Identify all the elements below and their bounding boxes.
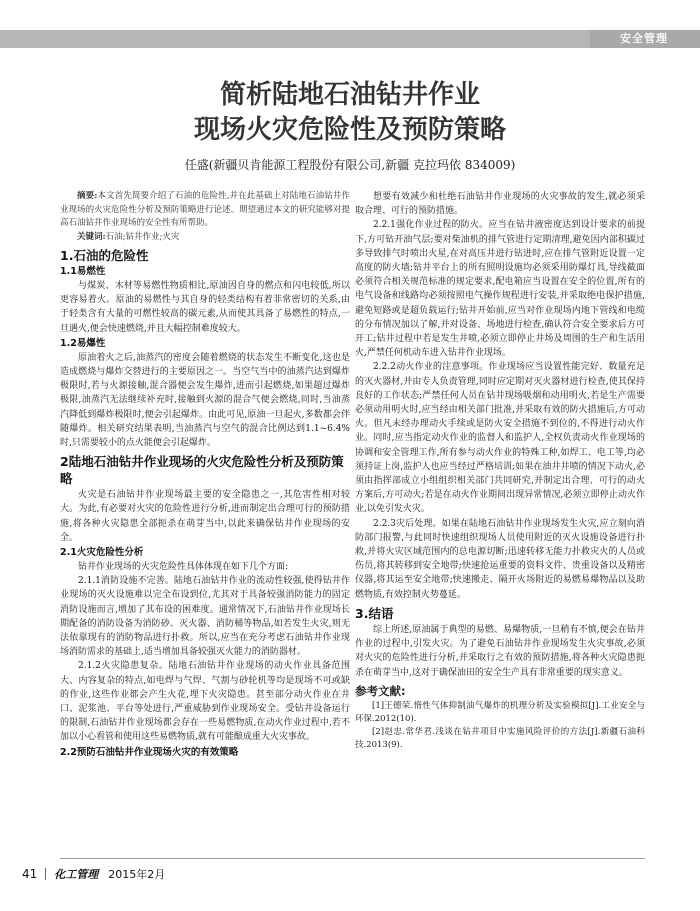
section-heading: 2陆地石油钻井作业现场的火灾危险性分析及预防策略 bbox=[60, 454, 344, 487]
abstract-label: 摘要: bbox=[77, 191, 98, 201]
reference-item: [2]赵忠.常华君.浅谈在钻井项目中实施风险评价的方法[J].新疆石油科技.2013(9). bbox=[355, 726, 645, 750]
section-label: 安全管理 bbox=[620, 32, 668, 45]
section-heading: 3.结语 bbox=[355, 605, 394, 621]
subsection-heading: 2.1火灾危险性分析 bbox=[60, 547, 144, 559]
footer-divider bbox=[60, 858, 645, 859]
body-paragraph: 2.2.3灾后处理。如果在陆地石油钻井作业现场发生火灾,应立刻向消防部门报警,与此同时快速组织现场人员使用附近的灭火设施设备进行扑救,并将火灾区域范围内的总电源切断;迅速转移无能力扑救灾火的人员或伤员,将其转移到安全地带;快速抢运重要的资料文件、贵重设备以及精密仪器,将其运至安全地带;快速搬走、隔开火场附近的易燃易爆物品以及助燃物质,有效控制火势蔓延。 bbox=[355, 518, 645, 600]
section-heading: 1.石油的危险性 bbox=[60, 248, 149, 263]
subsection-heading: 2.2预防石油钻井作业现场火灾的有效策略 bbox=[60, 746, 239, 758]
abstract-text: 本文首先简要介绍了石油的危险性,并在此基础上对陆地石油钻井作业现场的火灾危险性分析及预防策略进行论述。期望通过本文的研究能够对提高石油钻井作业现场的安全性有所帮助。 bbox=[60, 191, 350, 228]
left-body bbox=[60, 247, 350, 760]
issue-date: 2015年2月 bbox=[108, 868, 166, 881]
body-paragraph: 想要有效减少和杜绝石油钻井作业现场的火灾事故的发生,就必须采取合理、可行的预防措施。 bbox=[355, 192, 645, 217]
header-band bbox=[0, 0, 700, 50]
references-heading: 参考文献: bbox=[355, 683, 406, 698]
article-title bbox=[0, 78, 700, 148]
body-paragraph: 2.1.2火灾隐患复杂。陆地石油钻井作业现场的动火作业具备范围大、内容复杂的特点,如电焊与气焊、气割与砂轮机等均是现场不可或缺的作业,这些作业都会产生火花,埋下火灾隐患。甚至部分动火作业在井口、泥浆池、平台等处进行,严重威胁到作业现场安全。受钻井设备运行的限制,石油钻井作业现场都会存在一些易燃物质,在动火作业过程中,若不加以小心看管和使用这些易燃物质,就有可能酿成重大火灾事故。 bbox=[60, 661, 350, 743]
subsection-heading: 1.1易燃性 bbox=[60, 266, 106, 277]
right-body bbox=[355, 190, 645, 680]
body-paragraph: 2.2.1强化作业过程的防火。应当在钻井液密度达到设计要求的前提下,方可钻开油气层;要对柴油机的排气管进行定期清理,避免因内部积碳过多导致排气时喷出火星,在对高压井进行钻进时,应在排气管附近设置一定高度的防火墙;钻井平台上的所有照明设施均必须采用防爆灯具,导线截面必须符合相关规范标准的规定要求,配电箱应当设置在安全的位置,所有的电气设备和线路均必须按照电气操作规程进行安装,并采取绝电保护措施,避免短路或是超负载运行;钻井开始前,应当对作业现场内地下管线和电缆的分布情况加以了解,并对设备、场地进行检查,确认符合安全要求后方可开工;钻井过程中若是发生井喷,必须立即停止井场及周围的生产和生活用火,严禁任何机动车进入钻井作业现场。 bbox=[355, 220, 645, 359]
abstract bbox=[60, 190, 350, 231]
body-paragraph: 火灾是石油钻井作业现场最主要的安全隐患之一,其危害性相对较大。为此,有必要对火灾的危险性进行分析,进而制定出合理可行的预防措施,将各种火灾隐患全部扼杀在萌芽当中,以此来确保钻井作业现场的安全。 bbox=[60, 490, 350, 543]
keywords bbox=[60, 231, 350, 245]
author-line: 任盛(新疆贝肯能源工程股份有限公司,新疆 克拉玛依 834009) bbox=[184, 158, 516, 172]
page-number: 41 bbox=[22, 867, 38, 881]
footer-separator bbox=[45, 868, 46, 880]
journal-name: 化工管理 bbox=[54, 868, 99, 881]
reference-item: [1]王德荣.惰性气体抑制油气爆炸的机理分析及实验模拟[J].工业安全与环保.2012(10). bbox=[355, 700, 645, 724]
page-footer bbox=[22, 866, 165, 882]
left-column bbox=[60, 190, 350, 760]
body-paragraph: 与煤炭、木材等易燃性物质相比,原油因自身的燃点和闪电较低,所以更容易着火。原油的易燃性与其自身的轻类结构有着非常密切的关系,由于轻类含有大量的可燃性较高的碳元素,从而使其具备了易燃性的特点,一旦遇火,便会快速燃烧,并且大幅控制难度较大。 bbox=[60, 281, 350, 334]
right-column bbox=[355, 190, 645, 752]
body-paragraph: 钻井作业现场的火灾危险性具体体现在如下几个方面: bbox=[78, 562, 289, 573]
title-line-1: 简析陆地石油钻井作业 bbox=[219, 80, 480, 110]
keywords-text: 石油;钻井作业;火灾 bbox=[105, 231, 180, 242]
subsection-heading: 1.2易爆性 bbox=[60, 337, 106, 349]
keywords-label: 关键词: bbox=[77, 231, 106, 242]
body-paragraph: 2.1.1消防设施不完善。陆地石油钻井作业的流动性较强,使得钻井作业现场的灭火设施难以完全布设到位,尤其对于具备较强消防能力的固定消防设施而言,增加了其布设的困难度。通常情况下,石油钻井作业现场长期配备的消防设备为消防砂、灭火器、消防桶等物品,如若发生火灾,则无法依靠现有的消防物品进行扑救。所以,应当在充分考虑石油钻井作业现场消防需求的基础上,适当增加具备较强灭火能力的消防器材。 bbox=[60, 576, 350, 658]
body-paragraph: 综上所述,原油属于典型的易燃、易爆物质,一旦稍有不慎,便会在钻井作业的过程中,引发火灾。为了避免石油钻井作业现场发生火灾事故,必须对火灾的危险性进行分析,并采取行之有效的预防措施,将各种火灾隐患扼杀在萌芽当中,这对于确保油田的安全生产具有非常重要的现实意义。 bbox=[355, 624, 645, 678]
title-line-2: 现场火灾危险性及预防策略 bbox=[193, 115, 506, 145]
body-paragraph: 原油着火之后,油蒸汽的密度会随着燃烧的状态发生不断变化,这也是造成燃烧与爆炸交替进行的主要原因之一。当空气当中的油蒸汽达到爆炸极限时,若与火源接触,混合器便会发生爆炸,进而引起燃烧,如果超过爆炸极限,油蒸汽无法继续补充时,接触到火源的混合气便会燃烧,同时,当油蒸汽降低到爆炸极限时,便会引起爆炸。由此可见,原油一旦起火,多数都会伴随爆炸。相关研究结果表明,当油蒸汽与空气的混合比例达到1.1~6.4%时,只需要较小的点火能便会引起爆炸。 bbox=[60, 352, 350, 449]
body-paragraph: 2.2.2动火作业的注意事项。作业现场应当设置性能完好、数量充足的灭火器材,并由专人负责管理,同时应定期对灭火器材进行检查,使其保持良好的工作状态;严禁任何人员在钻井现场吸烟和动用明火,若是生产需要必须动用明火时,应当经由相关部门批准,并采取有效的防火措施后,方可动火。但凡未经办理动火手续或是防火安全措施不到位的,不得进行动火作业。同时,应当指定动火作业的监督人和监护人,全权负责动火作业现场的协调和安全管理工作,所有参与动火作业的特殊工种,如焊工、电工等,均必须持证上岗,监护人也应当经过严格培训;如果在油井井喷的情况下动火,必须由指挥部成立小组组织相关部门共同研究,并制定出合理、可行的动火方案后,方可动火;若是在动火作业期间出现异常情况,必须立即停止动火作业,以免引发火灾。 bbox=[355, 362, 645, 515]
